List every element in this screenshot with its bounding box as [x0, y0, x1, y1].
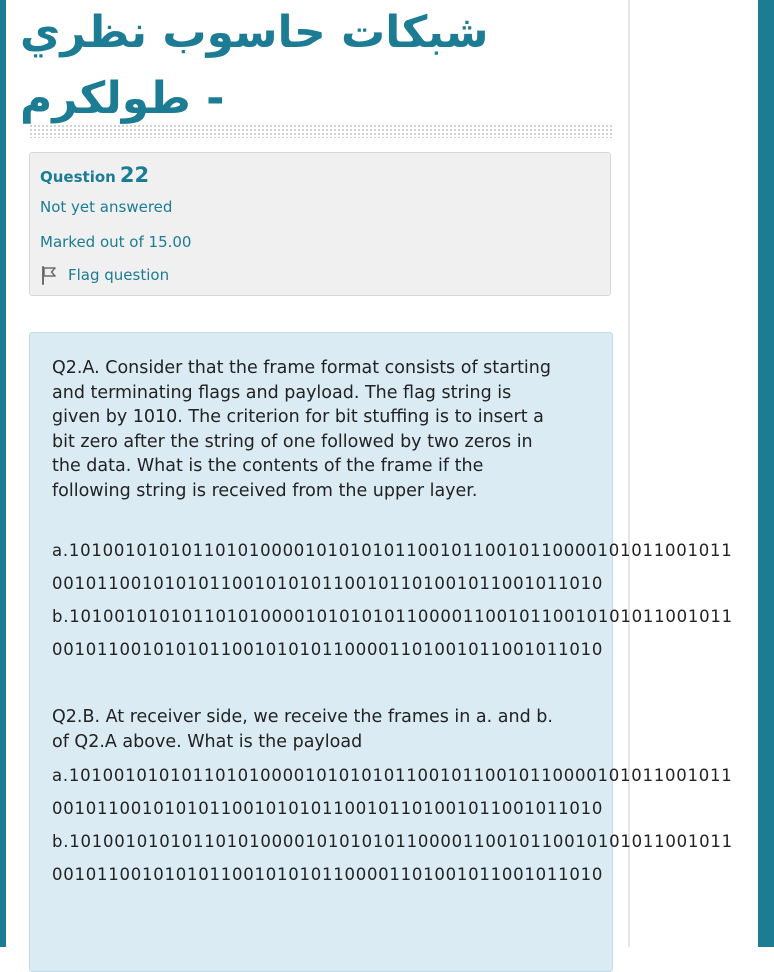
- part-b-question-text: Q2.B. At receiver side, we receive the frames in a. and b. of Q2.A above. What is the payload: [52, 707, 553, 752]
- part-b-option-b-line1: b.1010010101011010100001010101011000011001011001010101100101​1: [52, 832, 733, 851]
- dotted-separator: [29, 124, 613, 138]
- part-b-option-b-line2: 001011001010101100101010110000110100101100101​1010: [52, 865, 604, 884]
- question-info-panel: [29, 152, 611, 296]
- part-a-option-b-line1: b.1010010101011010100001010101011000011001011001010101100101​1: [52, 607, 733, 626]
- question-marks: Marked out of 15.00: [40, 233, 192, 251]
- question-number: 22: [119, 163, 150, 187]
- part-a-option-a-line1: a.1010010101011010100001010101011001011001011000010101100101​1: [52, 541, 733, 560]
- column-divider: [628, 0, 630, 947]
- question-status: Not yet answered: [40, 198, 173, 216]
- part-b-option-a-line1: a.1010010101011010100001010101011001011001011000010101100101​1: [52, 766, 733, 785]
- part-a-option-a-line2: 001011001010101100101010110010110100101100101​1010: [52, 574, 604, 593]
- course-title: شبكات حاسوب نظري - طولكرم: [20, 7, 489, 124]
- flag-question-link[interactable]: [40, 265, 169, 285]
- question-content-panel: [29, 332, 733, 972]
- flag-icon: [40, 265, 58, 285]
- flag-question-label: Flag question: [68, 266, 170, 284]
- right-frame-border: [758, 0, 774, 947]
- part-a-question-text: Q2.A. Consider that the frame format consists of starting and terminating flags and payload. The flag string is given by 1010. The criterion for bit stuffing is to insert a bit zero after the string of one followed by two zeros in the data. What is the contents of the frame if the following string is received from the upper layer.: [52, 358, 551, 501]
- left-frame-border: [0, 0, 6, 947]
- part-a-option-b-line2: 001011001010101100101010110000110100101100101​1010: [52, 640, 604, 659]
- question-heading: [40, 161, 149, 191]
- part-b-option-a-line2: 001011001010101100101010110010110100101100101​1010: [52, 799, 604, 818]
- question-label: Question: [40, 168, 116, 186]
